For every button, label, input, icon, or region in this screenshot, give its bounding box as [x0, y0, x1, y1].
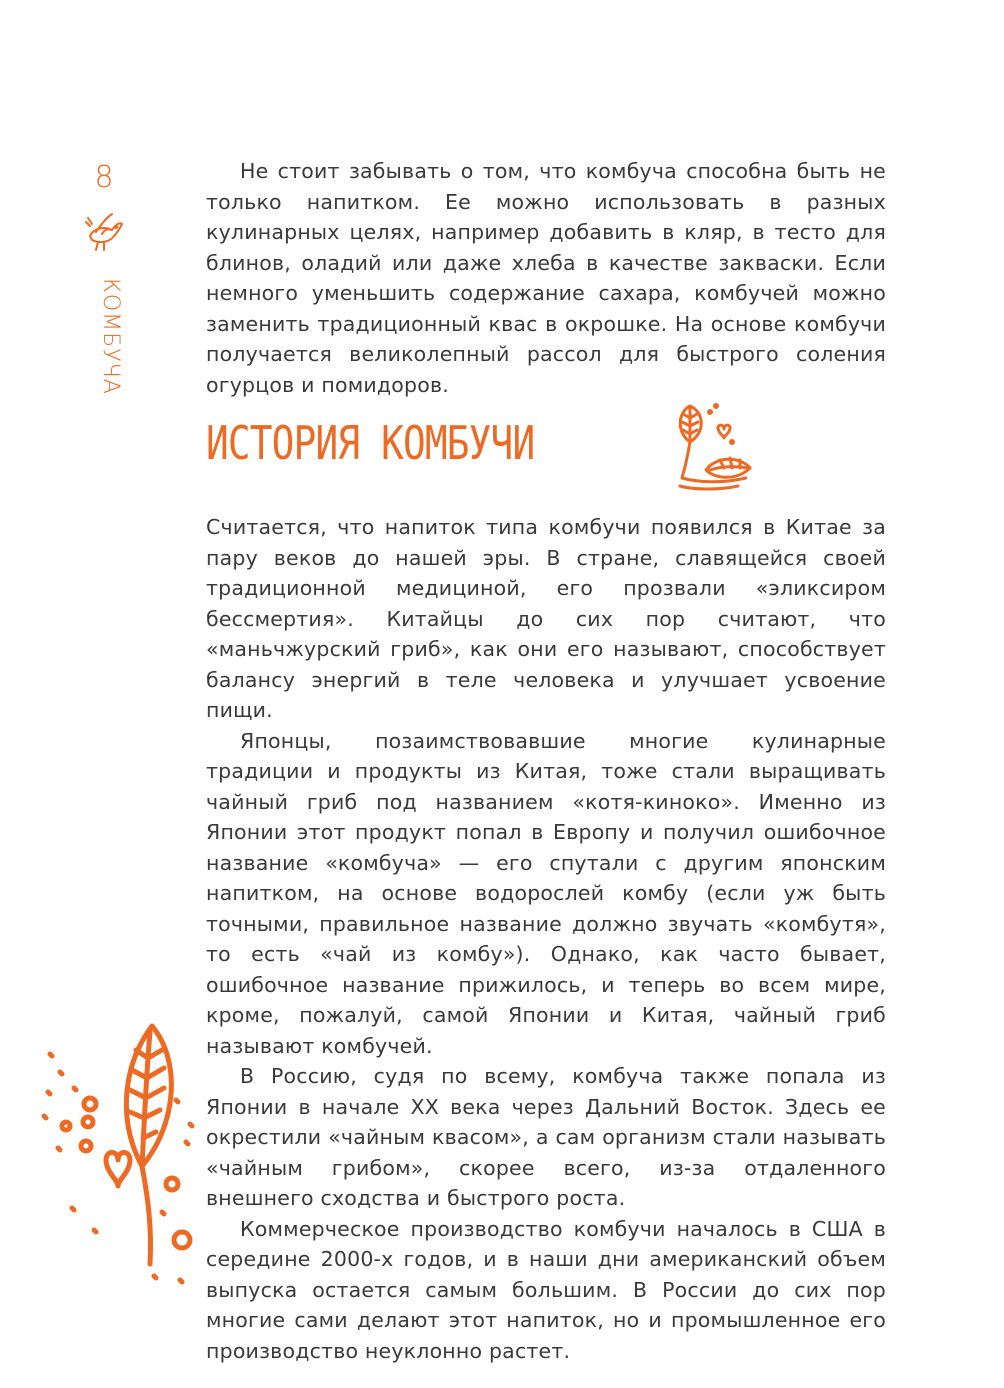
history-paragraph-4: Коммерческое производство комбучи началось в США в середине 2000-х годов, и в наши дни американский объем выпуска остается самым большим. В России до сих пор многие сами делают этот напиток, но и промышленное его производство неуклонно растет.	[206, 1216, 886, 1363]
history-paragraph-1: Считается, что напиток типа комбучи появился в Китае за пару веков до нашей эры. В стране, славящейся своей традиционной медициной, его прозвали «эликсиром бессмертия». Китайцы до сих пор считают, что «маньчжурский гриб», как они его называют, способствует балансу энергий в теле человека и улучшает усвоение пищи.	[206, 515, 886, 722]
history-text	[206, 512, 886, 1366]
page-number: 8	[94, 160, 114, 195]
intro-paragraph: Не стоит забывать о том, что комбуча способна быть не только напитком. Ее можно использовать в разных кулинарных целях, например добавить в кляр, в тесто для блинов, оладий или даже хлеба в качестве закваски. Если немного уменьшить содержание сахара, комбучей можно заменить традиционный квас в окрошке. На основе комбучи получается великолепный рассол для быстрого соления огурцов и помидоров.	[206, 159, 886, 397]
bird-icon	[82, 210, 126, 254]
leaves-icon	[660, 398, 760, 498]
intro-text	[206, 156, 886, 400]
history-paragraph-2: Японцы, позаимствовавшие многие кулинарные традиции и продукты из Китая, тоже стали выращивать чайный гриб под названием «котя-киноко». Именно из Японии этот продукт попал в Европу и получил ошибочное название «комбуча» — его спутали с другим японским напитком, на основе водорослей комбу (если уж быть точными, правильное название должно звучать «комбутя», то есть «чай из комбу»). Однако, как часто бывает, ошибочное название прижилось, и теперь во всем мире, кроме, пожалуй, самой Японии и Китая, чайный гриб называют комбучей.	[206, 728, 886, 1058]
plant-illustration	[30, 1018, 210, 1298]
running-title: КОМБУЧА	[98, 278, 123, 395]
section-heading: ИСТОРИЯ КОМБУЧИ	[206, 416, 535, 470]
history-paragraph-3: В Россию, судя по всему, комбуча также попала из Японии в начале XX века через Дальний Восток. Здесь ее окрестили «чайным квасом», а сам организм стали называть «чайным грибом», скорее всего, из-за отдаленного внешнего сходства и быстрого роста.	[206, 1064, 886, 1210]
